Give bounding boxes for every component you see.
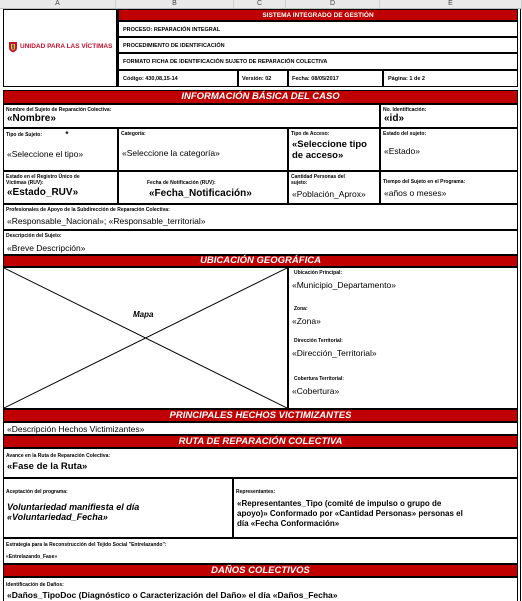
worksheet (0, 9, 521, 601)
column-header-a[interactable]: A (0, 0, 116, 8)
document-header (3, 9, 518, 87)
municipality-label: Ubicación Principal: (294, 270, 343, 276)
damages-label: Identificación de Daños: (6, 582, 64, 588)
representatives-label: Representantes: (236, 489, 276, 495)
date-text: Fecha: 08/05/2017 (292, 76, 339, 82)
subject-status-label: Estado del sujeto: (383, 131, 427, 137)
system-title: SISTEMA INTEGRADO DE GESTIÓN (262, 12, 374, 19)
territorial-group (292, 336, 377, 358)
ruv-status-label: Estado en el Registro Único de Víctimas (RUV): (6, 174, 80, 186)
category-value: «Seleccione la categoría» (122, 148, 220, 158)
municipality-value: «Municipio_Departamento» (292, 280, 396, 290)
route-phase-row (3, 448, 518, 478)
basic-info-band[interactable]: INFORMACIÓN BÁSICA DEL CASO (3, 90, 518, 104)
people-count-value: «Población_Aprox» (292, 189, 366, 199)
format-cell[interactable] (118, 53, 518, 70)
process-cell[interactable] (118, 21, 518, 37)
route-phase-cell[interactable] (3, 448, 518, 478)
version-cell[interactable] (238, 70, 288, 87)
map-cell[interactable] (3, 267, 288, 409)
events-cell[interactable] (3, 422, 518, 435)
description-row (3, 230, 518, 255)
name-value: «Nombre» (7, 113, 56, 124)
ruv-status-value: «Estado_RUV» (7, 187, 79, 198)
program-time-value: «años o meses» (384, 188, 447, 198)
events-band[interactable]: PRINCIPALES HECHOS VICTIMIZANTES (3, 409, 518, 422)
staff-label: Profesionales de Apoyo de la Subdirección de Reparación Colectiva: (6, 207, 170, 213)
subject-type-cell[interactable] (3, 128, 118, 171)
logo-emblem-icon (8, 40, 18, 52)
ruv-row (3, 171, 518, 204)
damages-row (3, 577, 518, 601)
page-cell[interactable] (383, 70, 518, 87)
strategy-row (3, 538, 518, 564)
system-title-cell[interactable] (118, 9, 518, 21)
name-cell[interactable] (3, 104, 380, 128)
date-cell[interactable] (288, 70, 383, 87)
damages-cell[interactable] (3, 577, 518, 601)
subject-type-value: «Seleccione el tipo» (7, 149, 84, 159)
column-header-bar (0, 0, 522, 9)
access-type-label: Tipo de Acceso: (291, 131, 330, 137)
staff-row (3, 204, 518, 230)
people-count-label: Cantidad Personas del sujeto: (291, 174, 345, 186)
map-placeholder-cross (4, 268, 287, 408)
notification-date-value: «Fecha_Notificación» (149, 188, 252, 199)
name-label: Nombre del Sujeto de Reparación Colectiva: (6, 107, 112, 113)
column-header-d[interactable]: D (286, 0, 380, 8)
subject-status-value: «Estado» (384, 146, 420, 156)
coverage-group (292, 374, 344, 396)
procedure-text: PROCEDIMIENTO DE IDENTIFICACIÓN (123, 43, 225, 49)
location-band[interactable]: UBICACIÓN GEOGRÁFICA (3, 255, 518, 267)
program-time-cell[interactable] (380, 171, 518, 204)
access-type-cell[interactable] (288, 128, 380, 171)
strategy-cell[interactable] (3, 538, 518, 564)
id-label: No. Identificación: (383, 107, 427, 113)
acceptance-cell[interactable] (3, 478, 233, 538)
route-phase-label: Avance en la Ruta de Reparación Colectiva: (6, 453, 111, 459)
territorial-value: «Dirección_Territorial» (292, 348, 377, 358)
acceptance-label: Aceptación del programa: (6, 489, 68, 495)
format-text: FORMATO FICHA DE IDENTIFICACIÓN SUJETO DE REPARACIÓN COLECTIVA (123, 59, 328, 65)
column-header-b[interactable]: B (116, 0, 234, 8)
type-row (3, 128, 518, 171)
territorial-label: Dirección Territorial: (294, 338, 343, 344)
description-value: «Breve Descripción» (7, 243, 86, 253)
coverage-label: Cobertura Territorial: (294, 376, 344, 382)
subject-type-label: Tipo de Sujeto: * (6, 130, 69, 139)
municipality-group (292, 268, 396, 290)
strategy-label: Estrategia para la Reconstrucción del Tejido Social "Entrelazando": (6, 542, 167, 548)
subject-status-cell[interactable] (380, 128, 518, 171)
process-text: PROCESO: REPARACIÓN INTEGRAL (123, 27, 221, 33)
id-value: «id» (384, 113, 405, 124)
coverage-value: «Cobertura» (292, 386, 340, 396)
description-label: Descripción del Sujeto: (6, 233, 62, 239)
representatives-cell[interactable] (233, 478, 518, 538)
name-row (3, 104, 518, 128)
zone-group (292, 304, 321, 326)
notification-date-label: Fecha de Notificación (RUV): (147, 180, 216, 186)
staff-value: «Responsable_Nacional»; «Responsable_territorial» (7, 216, 206, 226)
category-label: Categoría: (121, 131, 146, 137)
column-header-e[interactable]: E (380, 0, 522, 8)
damages-band[interactable]: DAÑOS COLECTIVOS (3, 564, 518, 577)
notification-date-cell[interactable] (118, 171, 288, 204)
logo-text: UNIDAD PARA LAS VÍCTIMAS (20, 43, 113, 50)
damages-value: «Daños_TipoDoc (Diagnóstico o Caracterización del Daño» el día «Daños_Fecha» (7, 590, 338, 600)
events-value: «Descripción Hechos Victimizantes» (7, 424, 145, 434)
zone-value: «Zona» (292, 316, 321, 326)
events-row (3, 422, 518, 435)
logo-cell[interactable] (3, 9, 118, 87)
code-cell[interactable] (118, 70, 238, 87)
code-text: Código: 430,08,15-14 (123, 76, 178, 82)
description-cell[interactable] (3, 230, 518, 255)
route-phase-value: «Fase de la Ruta» (7, 461, 88, 472)
map-label: Mapa (133, 310, 154, 319)
acceptance-row (3, 478, 518, 538)
strategy-value: «Entrelazando_Fase» (6, 554, 58, 560)
people-count-cell[interactable] (288, 171, 380, 204)
category-cell[interactable] (118, 128, 288, 171)
procedure-cell[interactable] (118, 37, 518, 53)
representatives-value: «Representantes_Tipo (comité de impulso o grupo de apoyo)» Conformado por «Cantidad Personas» personas el día «Fecha Conformación» (237, 499, 463, 528)
location-details-cell[interactable] (288, 267, 518, 409)
column-header-c[interactable]: C (234, 0, 286, 8)
acceptance-value: Voluntariedad manifiesta el día «Voluntariedad_Fecha» (7, 502, 140, 522)
id-cell[interactable] (380, 104, 518, 128)
route-band[interactable]: RUTA DE REPARACIÓN COLECTIVA (3, 435, 518, 448)
ruv-status-cell[interactable] (3, 171, 118, 204)
location-block (3, 267, 518, 409)
page-text: Página: 1 de 2 (388, 76, 425, 82)
version-text: Versión: 02 (242, 76, 272, 82)
program-time-label: Tiempo del Sujeto en el Programa: (383, 179, 466, 185)
staff-cell[interactable] (3, 204, 518, 230)
zone-label: Zona: (294, 306, 308, 312)
access-type-value: «Seleccione tipo de acceso» (292, 139, 367, 161)
